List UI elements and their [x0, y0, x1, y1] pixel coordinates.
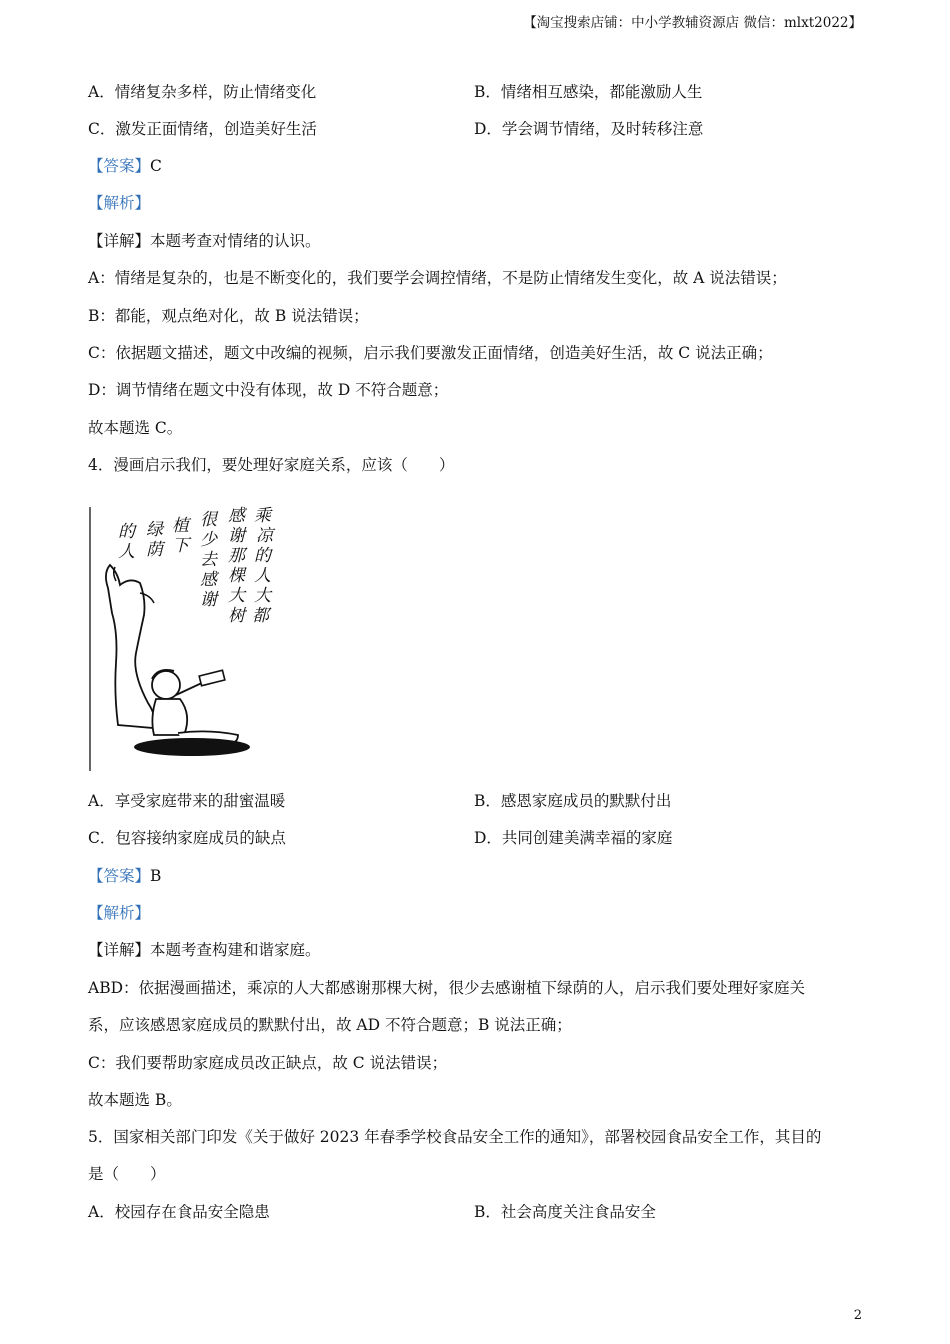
page-header: 【淘宝搜索店铺：中小学教辅资源店 微信：mlxt2022】	[523, 15, 862, 31]
svg-text:树: 树	[228, 606, 245, 626]
q5-stem: 5．国家相关部门印发《关于做好 2023 年春季学校食品安全工作的通知》，部署校园食品安全工作，其目的	[88, 1128, 822, 1146]
q4-detail-line: ABD：依据漫画描述，乘凉的人大都感谢那棵大树，很少去感谢植下绿荫的人，启示我们要处理好家庭关	[88, 979, 806, 997]
q3-detail-line: 故本题选 C。	[88, 419, 183, 437]
q4-option-a: A．享受家庭带来的甜蜜温暖	[88, 792, 286, 810]
q3-option-b: B．情绪相互感染，都能激励人生	[474, 83, 703, 101]
svg-text:下: 下	[172, 536, 189, 556]
q4-answer	[88, 866, 161, 886]
q4-detail-line: 故本题选 B。	[88, 1091, 182, 1109]
svg-text:大: 大	[254, 586, 271, 606]
svg-text:谢: 谢	[228, 526, 245, 546]
cartoon-drawing	[88, 503, 288, 775]
q4-detail-line: 系，应该感恩家庭成员的默默付出，故 AD 不符合题意；B 说法正确；	[88, 1016, 572, 1034]
svg-text:棵: 棵	[228, 566, 245, 586]
answer-value: C	[150, 157, 162, 175]
svg-text:去: 去	[200, 550, 217, 570]
svg-text:都: 都	[252, 606, 269, 626]
q5-option-a: A．校园存在食品安全隐患	[88, 1203, 270, 1221]
svg-text:人: 人	[118, 542, 135, 562]
svg-text:的: 的	[118, 522, 135, 542]
svg-text:那: 那	[228, 546, 245, 566]
q3-option-d: D．学会调节情绪，及时转移注意	[474, 120, 704, 138]
svg-text:感: 感	[200, 570, 217, 590]
q3-detail-line: B：都能，观点绝对化，故 B 说法错误；	[88, 307, 369, 325]
svg-text:荫: 荫	[146, 540, 163, 560]
q3-detail-line: D：调节情绪在题文中没有体现，故 D 不符合题意；	[88, 381, 449, 399]
q5-option-b: B．社会高度关注食品安全	[474, 1203, 656, 1221]
svg-text:很: 很	[200, 510, 217, 530]
answer-tag: 【答案】	[88, 157, 151, 175]
q3-option-a: A．情绪复杂多样，防止情绪变化	[88, 83, 317, 101]
cartoon-image	[88, 503, 288, 775]
q3-detail-line: 【详解】本题考查对情绪的认识。	[88, 232, 321, 250]
q4-option-b: B．感恩家庭成员的默默付出	[474, 792, 672, 810]
svg-text:感: 感	[228, 506, 245, 526]
q4-option-c: C．包容接纳家庭成员的缺点	[88, 829, 286, 847]
q4-analysis-tag: 【解析】	[88, 904, 151, 922]
svg-text:人: 人	[254, 566, 271, 586]
svg-text:绿: 绿	[146, 520, 163, 540]
svg-text:大: 大	[228, 586, 245, 606]
q3-detail-line: C：依据题文描述，题文中改编的视频，启示我们要激发正面情绪，创造美好生活，故 C 说法正确；	[88, 344, 773, 362]
q3-answer	[88, 156, 162, 176]
page-number: 2	[853, 1308, 862, 1323]
svg-text:凉: 凉	[256, 526, 273, 546]
q3-option-c: C．激发正面情绪，创造美好生活	[88, 120, 317, 138]
q3-analysis-tag: 【解析】	[88, 194, 151, 212]
q4-detail-line: C：我们要帮助家庭成员改正缺点，故 C 说法错误；	[88, 1054, 448, 1072]
q4-stem: 4．漫画启示我们，要处理好家庭关系，应该（ ）	[88, 456, 455, 474]
q5-stem-continued: 是（ ）	[88, 1165, 166, 1183]
svg-text:的: 的	[254, 546, 271, 566]
svg-text:植: 植	[172, 516, 189, 536]
q4-option-d: D．共同创建美满幸福的家庭	[474, 829, 673, 847]
answer-tag: 【答案】	[88, 867, 151, 885]
svg-text:少: 少	[200, 530, 217, 550]
svg-text:谢: 谢	[200, 590, 217, 610]
answer-value: B	[150, 867, 162, 885]
svg-text:乘: 乘	[254, 506, 271, 526]
q3-detail-line: A：情绪是复杂的，也是不断变化的，我们要学会调控情绪，不是防止情绪发生变化，故 A 说法错误；	[88, 269, 787, 287]
q4-detail-line: 【详解】本题考查构建和谐家庭。	[88, 941, 321, 959]
